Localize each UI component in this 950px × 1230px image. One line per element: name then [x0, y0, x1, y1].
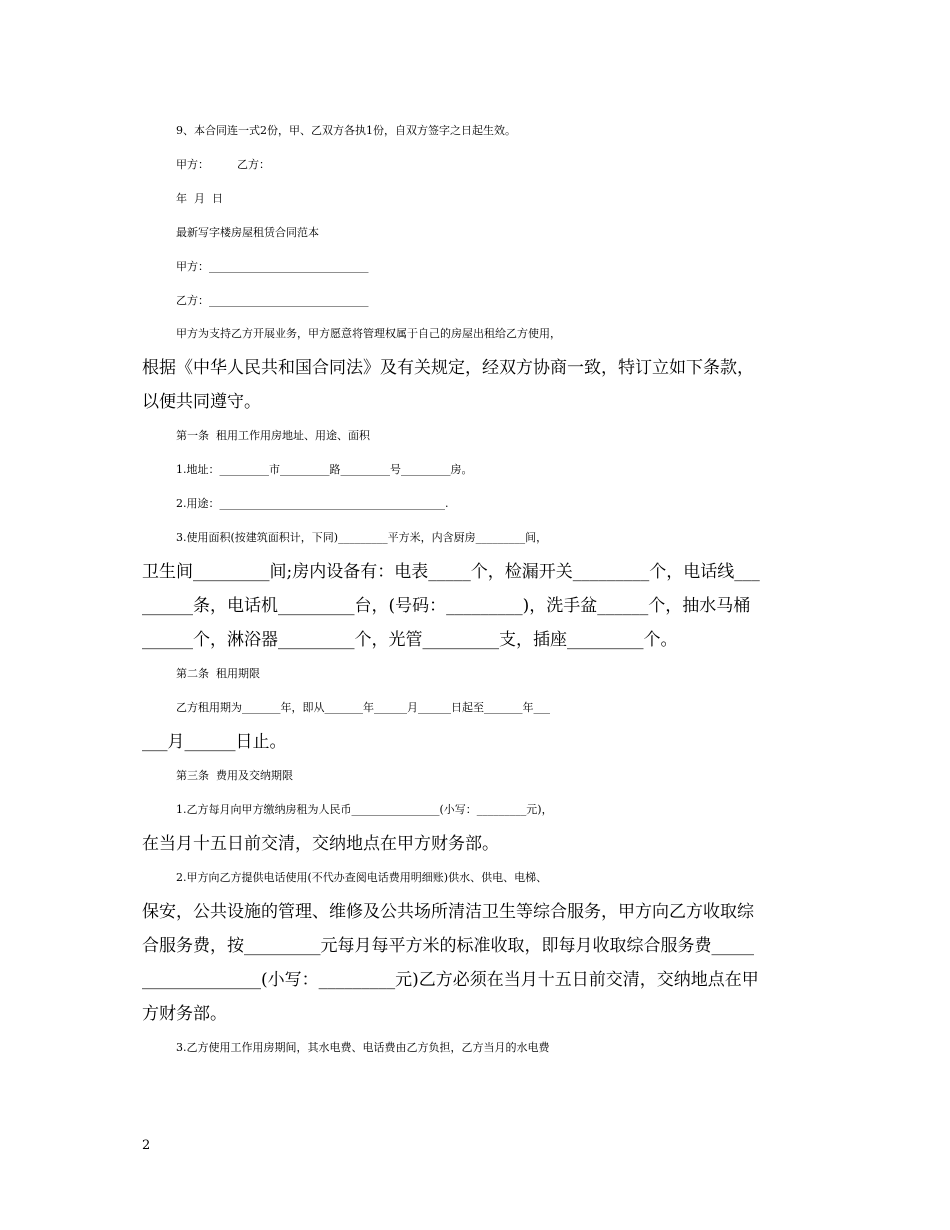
preamble-line-3: 以便共同遵守。	[142, 392, 261, 412]
article-3-service-line-1: 2.甲方向乙方提供电话使用(不代办查阅电话费用明细账)供水、供电、电梯、	[176, 871, 548, 884]
article-1-area-line-1: 3.使用面积(按建筑面积计，下同)_________平方米，内含厨房_________间，	[176, 531, 548, 544]
article-3-service-line-2: 保安，公共设施的管理、维修及公共场所清洁卫生等综合服务，甲方向乙方收取综	[142, 902, 754, 922]
article-1-address: 1.地址：_________市_________路_________号_________房。	[176, 463, 473, 476]
article-3-heading: 第三条 费用及交纳期限	[176, 769, 293, 782]
page-number: 2	[142, 1138, 151, 1153]
article-3-utilities-line-1: 3.乙方使用工作用房期间，其水电费、电话费由乙方负担，乙方当月的水电费	[176, 1041, 550, 1054]
article-3-rent-line-2: 在当月十五日前交清，交纳地点在甲方财务部。	[142, 834, 499, 854]
signature-parties: 甲方： 乙方：	[176, 158, 270, 171]
party-b-line: 乙方：_____________________________	[176, 294, 369, 307]
article-3-service-line-4: ______________(小写：_________元)乙方必须在当月十五日前交清，交纳地点在甲	[142, 970, 759, 990]
article-2-heading: 第二条 租用期限	[176, 667, 260, 680]
article-1-usage: 2.用途：_________________________________________.	[176, 497, 449, 510]
article-1-area-line-2: 卫生间_________间;房内设备有：电表_____个，检漏开关_________个，电话线___	[142, 562, 760, 582]
signature-date: 年 月 日	[176, 192, 223, 205]
article-3-service-line-5: 方财务部。	[142, 1004, 227, 1024]
article-1-heading: 第一条 租用工作用房地址、用途、面积	[176, 429, 370, 442]
article-1-area-line-4: ______个，淋浴器_________个，光管_________支，插座_________个。	[142, 630, 678, 650]
party-a-line: 甲方：_____________________________	[176, 260, 369, 273]
article-2-term-line-2: ___月______日止。	[142, 732, 287, 752]
article-3-rent-line-1: 1.乙方每月向甲方缴纳房租为人民币________________(小写：_________元)，	[176, 803, 553, 816]
clause-9-validity: 9、本合同连一式2份，甲、乙双方各执1份，自双方签字之日起生效。	[176, 124, 516, 137]
article-3-service-line-3: 合服务费，按_________元每月每平方米的标准收取，即每月收取综合服务费_____	[142, 936, 754, 956]
preamble-line-1: 甲方为支持乙方开展业务，甲方愿意将管理权属于自己的房屋出租给乙方使用，	[176, 327, 561, 340]
preamble-line-2: 根据《中华人民共和国合同法》及有关规定，经双方协商一致，特订立如下条款，	[142, 358, 754, 378]
article-1-area-line-3: ______条，电话机_________台，(号码：_________)，洗手盆______个，抽水马桶	[142, 596, 751, 616]
document-title: 最新写字楼房屋租赁合同范本	[176, 226, 319, 239]
article-2-term-line-1: 乙方租用期为_______年，即从_______年______月______日起至_______年___	[176, 701, 550, 714]
